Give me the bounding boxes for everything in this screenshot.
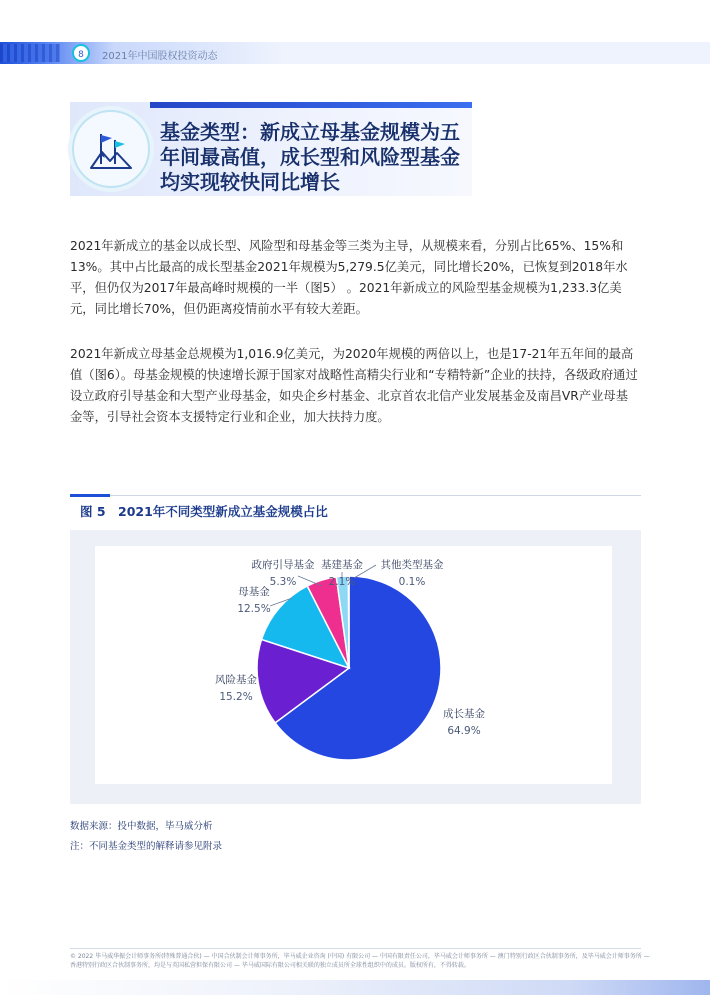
pie-label-value-3: 5.3% (269, 576, 297, 588)
section-title: 基金类型：新成立母基金规模为五年间最高值，成长型和风险型基金均实现较快同比增长 (160, 120, 460, 194)
pie-label-name-2: 母基金 (238, 586, 270, 598)
pie-label-value-5: 0.1% (398, 576, 426, 588)
header-decoration (0, 44, 60, 62)
pie-label-name-3: 政府引导基金 (251, 559, 315, 571)
body-paragraph-2: 2021年新成立母基金总规模为1,016.9亿美元，为2020年规模的两倍以上，也是17-21年五年间的最高值（图6）。母基金规模的快速增长源于国家对战略性高精尖行业和“专精特新”企业的扶持，各级政府通过设立政府引导基金和大型产业母基金，如央企乡村基金、北京首农北信产业发展基金及南昌VR产业母基金等，引导社会资本支援特定行业和企业，加大扶持力度。 (70, 347, 638, 424)
pie-label-name-5: 其他类型基金 (380, 559, 444, 571)
flags-mountain-icon (72, 110, 150, 188)
pie-label-value-4: 2.1% (328, 576, 356, 588)
pie-label-name-1: 风险基金 (215, 674, 257, 686)
footer-band (0, 980, 710, 995)
pie-label-name-0: 成长基金 (443, 708, 485, 720)
pie-label-value-0: 64.9% (447, 725, 481, 737)
section-heading-accent-bar (150, 102, 472, 108)
figure-title: 2021年不同类型新成立基金规模占比 (118, 504, 328, 519)
pie-label-value-1: 15.2% (219, 691, 253, 703)
figure-label: 图 5 (80, 504, 106, 519)
figure-rule-accent (70, 494, 110, 497)
figure-rule (70, 495, 641, 496)
running-title: 2021年中国股权投资动态 (102, 51, 218, 62)
page-number-badge: 8 (72, 44, 90, 62)
footer-copyright: © 2022 毕马威华振会计师事务所(特殊普通合伙) — 中国合伙制会计师事务所，毕马威企业咨询 (中国) 有限公司 — 中国有限责任公司，毕马威会计师事务所 — 澳门特别行政区合伙制事务所，及毕马威会计师事务所 — 香港特别行政区合伙制事务所，均是与英国私营担保有限公司 — 毕马威国际有限公司相关联的独立成员所全球性组织中的成员。版权所有，不得转载。 (70, 953, 650, 969)
pie-slice-5 (348, 576, 349, 668)
pie-label-name-4: 基建基金 (321, 559, 363, 571)
footer-rule (70, 948, 641, 949)
body-paragraph-1: 2021年新成立的基金以成长型、风险型和母基金等三类为主导，从规模来看，分别占比65%、15%和13%。其中占比最高的成长型基金2021年规模为5,279.5亿美元，同比增长20%，已恢复到2018年水平，但仍仅为2017年最高峰时规模的一半（图5） 。2021年新成立的风险型基金规模为1,233.3亿美元，同比增长70%，但仍距离疫情前水平有较大差距。 (70, 239, 628, 316)
figure-footnote: 注：不同基金类型的解释请参见附录 (70, 841, 223, 852)
pie-label-value-2: 12.5% (237, 603, 271, 615)
data-source-note: 数据来源：投中数据，毕马威分析 (70, 821, 213, 832)
